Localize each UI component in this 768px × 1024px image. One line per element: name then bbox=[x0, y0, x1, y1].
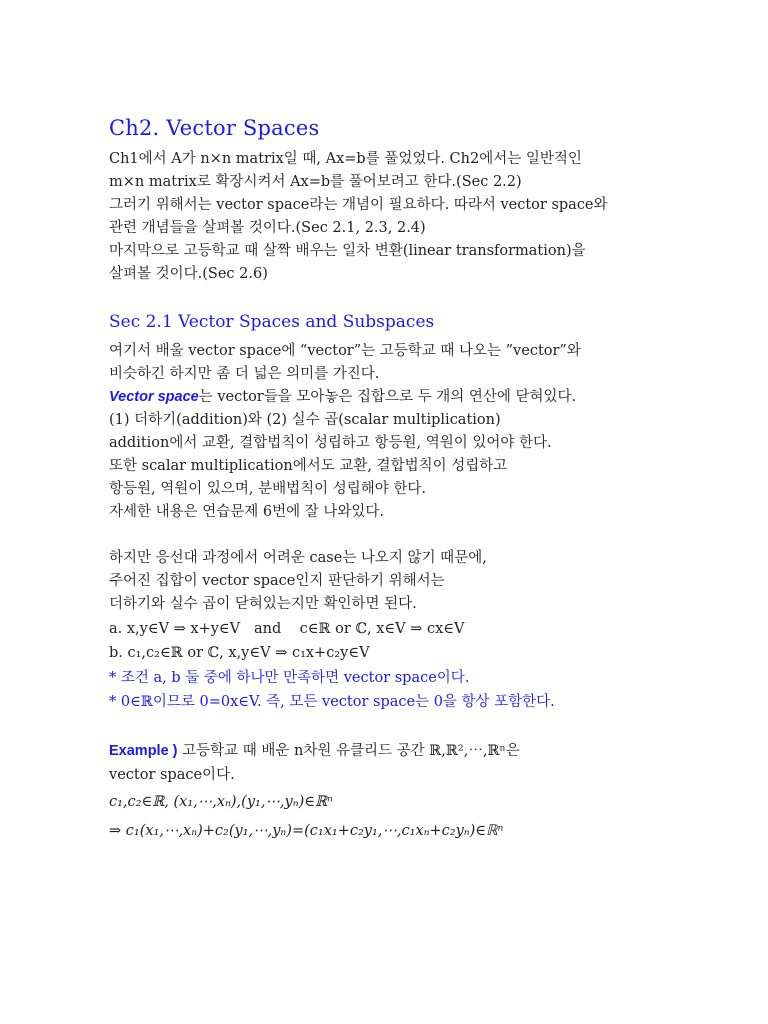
condition-b: b. c₁,c₂∈ℝ or ℂ, x,y∈V ⇒ c₁x+c₂y∈V bbox=[109, 645, 370, 661]
chapter-title: Ch2. Vector Spaces bbox=[109, 116, 320, 140]
para2-line-3: 더하기와 실수 곱이 닫혀있는지만 확인하면 된다. bbox=[109, 596, 417, 612]
condition-a: a. x,y∈V ⇒ x+y∈V and c∈ℝ or ℂ, x∈V ⇒ cx∈V bbox=[109, 621, 465, 637]
section-line-2: 비슷하긴 하지만 좀 더 넓은 의미를 가진다. bbox=[109, 366, 380, 382]
note-2: * 0∈ℝ이므로 0=0x∈V. 즉, 모든 vector space는 0을 항상 포함한다. bbox=[109, 694, 555, 710]
intro-line-4: 관련 개념들을 살펴볼 것이다.(Sec 2.1, 2.3, 2.4) bbox=[109, 220, 426, 236]
section-line-6: 항등원, 역원이 있으며, 분배법칙이 성립해야 한다. bbox=[109, 481, 427, 497]
example-line-1 bbox=[109, 740, 520, 762]
example-label: Example ) bbox=[109, 743, 178, 759]
intro-line-3: 그러기 위해서는 vector space라는 개념이 필요하다. 따라서 vector space와 bbox=[109, 197, 608, 213]
section-line-1: 여기서 배울 vector space에 “vector”는 고등학교 때 나오는 ”vector”와 bbox=[109, 343, 581, 359]
para2-line-2: 주어진 집합이 vector space인지 판단하기 위해서는 bbox=[109, 573, 445, 589]
note-1: * 조건 a, b 둘 중에 하나만 만족하면 vector space이다. bbox=[109, 670, 470, 686]
intro-line-5: 마지막으로 고등학교 때 살짝 배우는 일차 변환(linear transformation)을 bbox=[109, 243, 586, 259]
section-line-5: 또한 scalar multiplication에서도 교환, 결합법칙이 성립하고 bbox=[109, 458, 508, 474]
definition-text: 는 vector들을 모아놓은 집합으로 두 개의 연산에 닫혀있다. bbox=[198, 389, 577, 405]
section-line-3: (1) 더하기(addition)와 (2) 실수 곱(scalar multiplication) bbox=[109, 412, 501, 428]
section-line-7: 자세한 내용은 연습문제 6번에 잘 나와있다. bbox=[109, 504, 384, 520]
intro-line-6: 살펴볼 것이다.(Sec 2.6) bbox=[109, 266, 268, 282]
example-text: 고등학교 때 배운 n차원 유클리드 공간 ℝ,ℝ²,⋯,ℝⁿ은 bbox=[177, 743, 520, 759]
example-line-2: vector space이다. bbox=[109, 767, 235, 783]
intro-line-1: Ch1에서 A가 n×n matrix일 때, Ax=b를 풀었었다. Ch2에서는 일반적인 bbox=[109, 151, 582, 167]
definition-line bbox=[109, 386, 576, 408]
formula-2: ⇒ c₁(x₁,⋯,xₙ)+c₂(y₁,⋯,yₙ)=(c₁x₁+c₂y₁,⋯,c₁xₙ+c₂yₙ)∈ℝⁿ bbox=[109, 823, 504, 839]
definition-term: Vector space bbox=[109, 389, 199, 405]
para2-line-1: 하지만 응선대 과정에서 어려운 case는 나오지 않기 때문에, bbox=[109, 550, 487, 566]
section-line-4: addition에서 교환, 결합법칙이 성립하고 항등원, 역원이 있어야 한다. bbox=[109, 435, 552, 451]
formula-1: c₁,c₂∈ℝ, (x₁,⋯,xₙ),(y₁,⋯,yₙ)∈ℝⁿ bbox=[109, 794, 333, 810]
intro-line-2: m×n matrix로 확장시켜서 Ax=b를 풀어보려고 한다.(Sec 2.2) bbox=[109, 174, 522, 190]
section-title: Sec 2.1 Vector Spaces and Subspaces bbox=[109, 312, 435, 332]
